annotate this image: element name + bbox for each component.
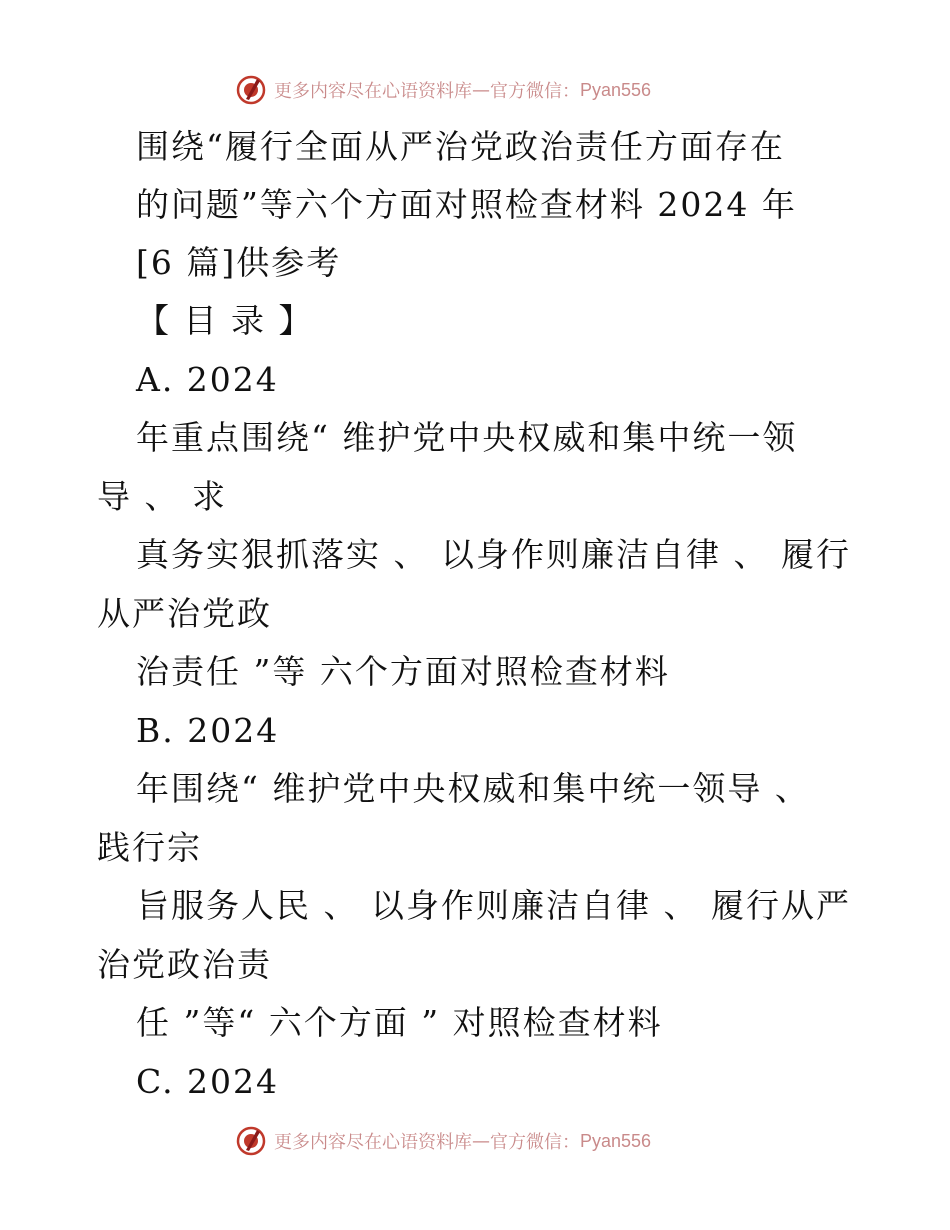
toc-b-line-5: 任 ”等“ 六个方面 ” 对照检查材料 — [136, 1003, 663, 1042]
toc-marker-a: A. 2024 — [136, 360, 279, 399]
toc-a-line-4: 从严治党政 — [97, 594, 272, 633]
title-line-2: 的问题”等六个方面对照检查材料 2024 年 — [136, 185, 797, 224]
watermark-dash: — — [472, 79, 490, 101]
watermark-site: 更多内容尽在心语资料库 — [274, 81, 472, 102]
toc-a-line-2: 导 、 求 — [97, 477, 227, 516]
watermark-contact-label: 官方微信： — [490, 1132, 580, 1153]
title-line-3: [6 篇]供参考 — [136, 243, 342, 282]
watermark-header — [236, 73, 651, 107]
watermark-contact-label: 官方微信： — [490, 81, 580, 102]
toc-b-line-3: 旨服务人民 、 以身作则廉洁自律 、 履行从严 — [136, 886, 851, 925]
title-line-1: 围绕“履行全面从严治党政治责任方面存在 — [136, 127, 785, 166]
toc-a-line-5: 治责任 ”等 六个方面对照检查材料 — [136, 652, 670, 691]
toc-a-line-1: 年重点围绕“ 维护党中央权威和集中统一领 — [136, 418, 798, 457]
watermark-contact-id: Pyan556 — [580, 79, 652, 100]
seal-logo-icon — [236, 75, 266, 105]
watermark-footer — [236, 1124, 651, 1158]
toc-marker-c: C. 2024 — [136, 1062, 280, 1101]
toc-b-line-1: 年围绕“ 维护党中央权威和集中统一领导 、 — [136, 769, 810, 808]
toc-b-line-2: 践行宗 — [97, 828, 202, 867]
toc-b-line-4: 治党政治责 — [97, 945, 272, 984]
seal-logo-icon — [236, 1126, 266, 1156]
toc-a-line-3: 真务实狠抓落实 、 以身作则廉洁自律 、 履行 — [136, 535, 851, 574]
watermark-dash: — — [472, 1130, 490, 1152]
toc-heading: 【 目 录 】 — [136, 301, 314, 340]
watermark-site: 更多内容尽在心语资料库 — [274, 1132, 472, 1153]
watermark-contact-id: Pyan556 — [580, 1130, 652, 1151]
toc-marker-b: B. 2024 — [136, 711, 280, 750]
